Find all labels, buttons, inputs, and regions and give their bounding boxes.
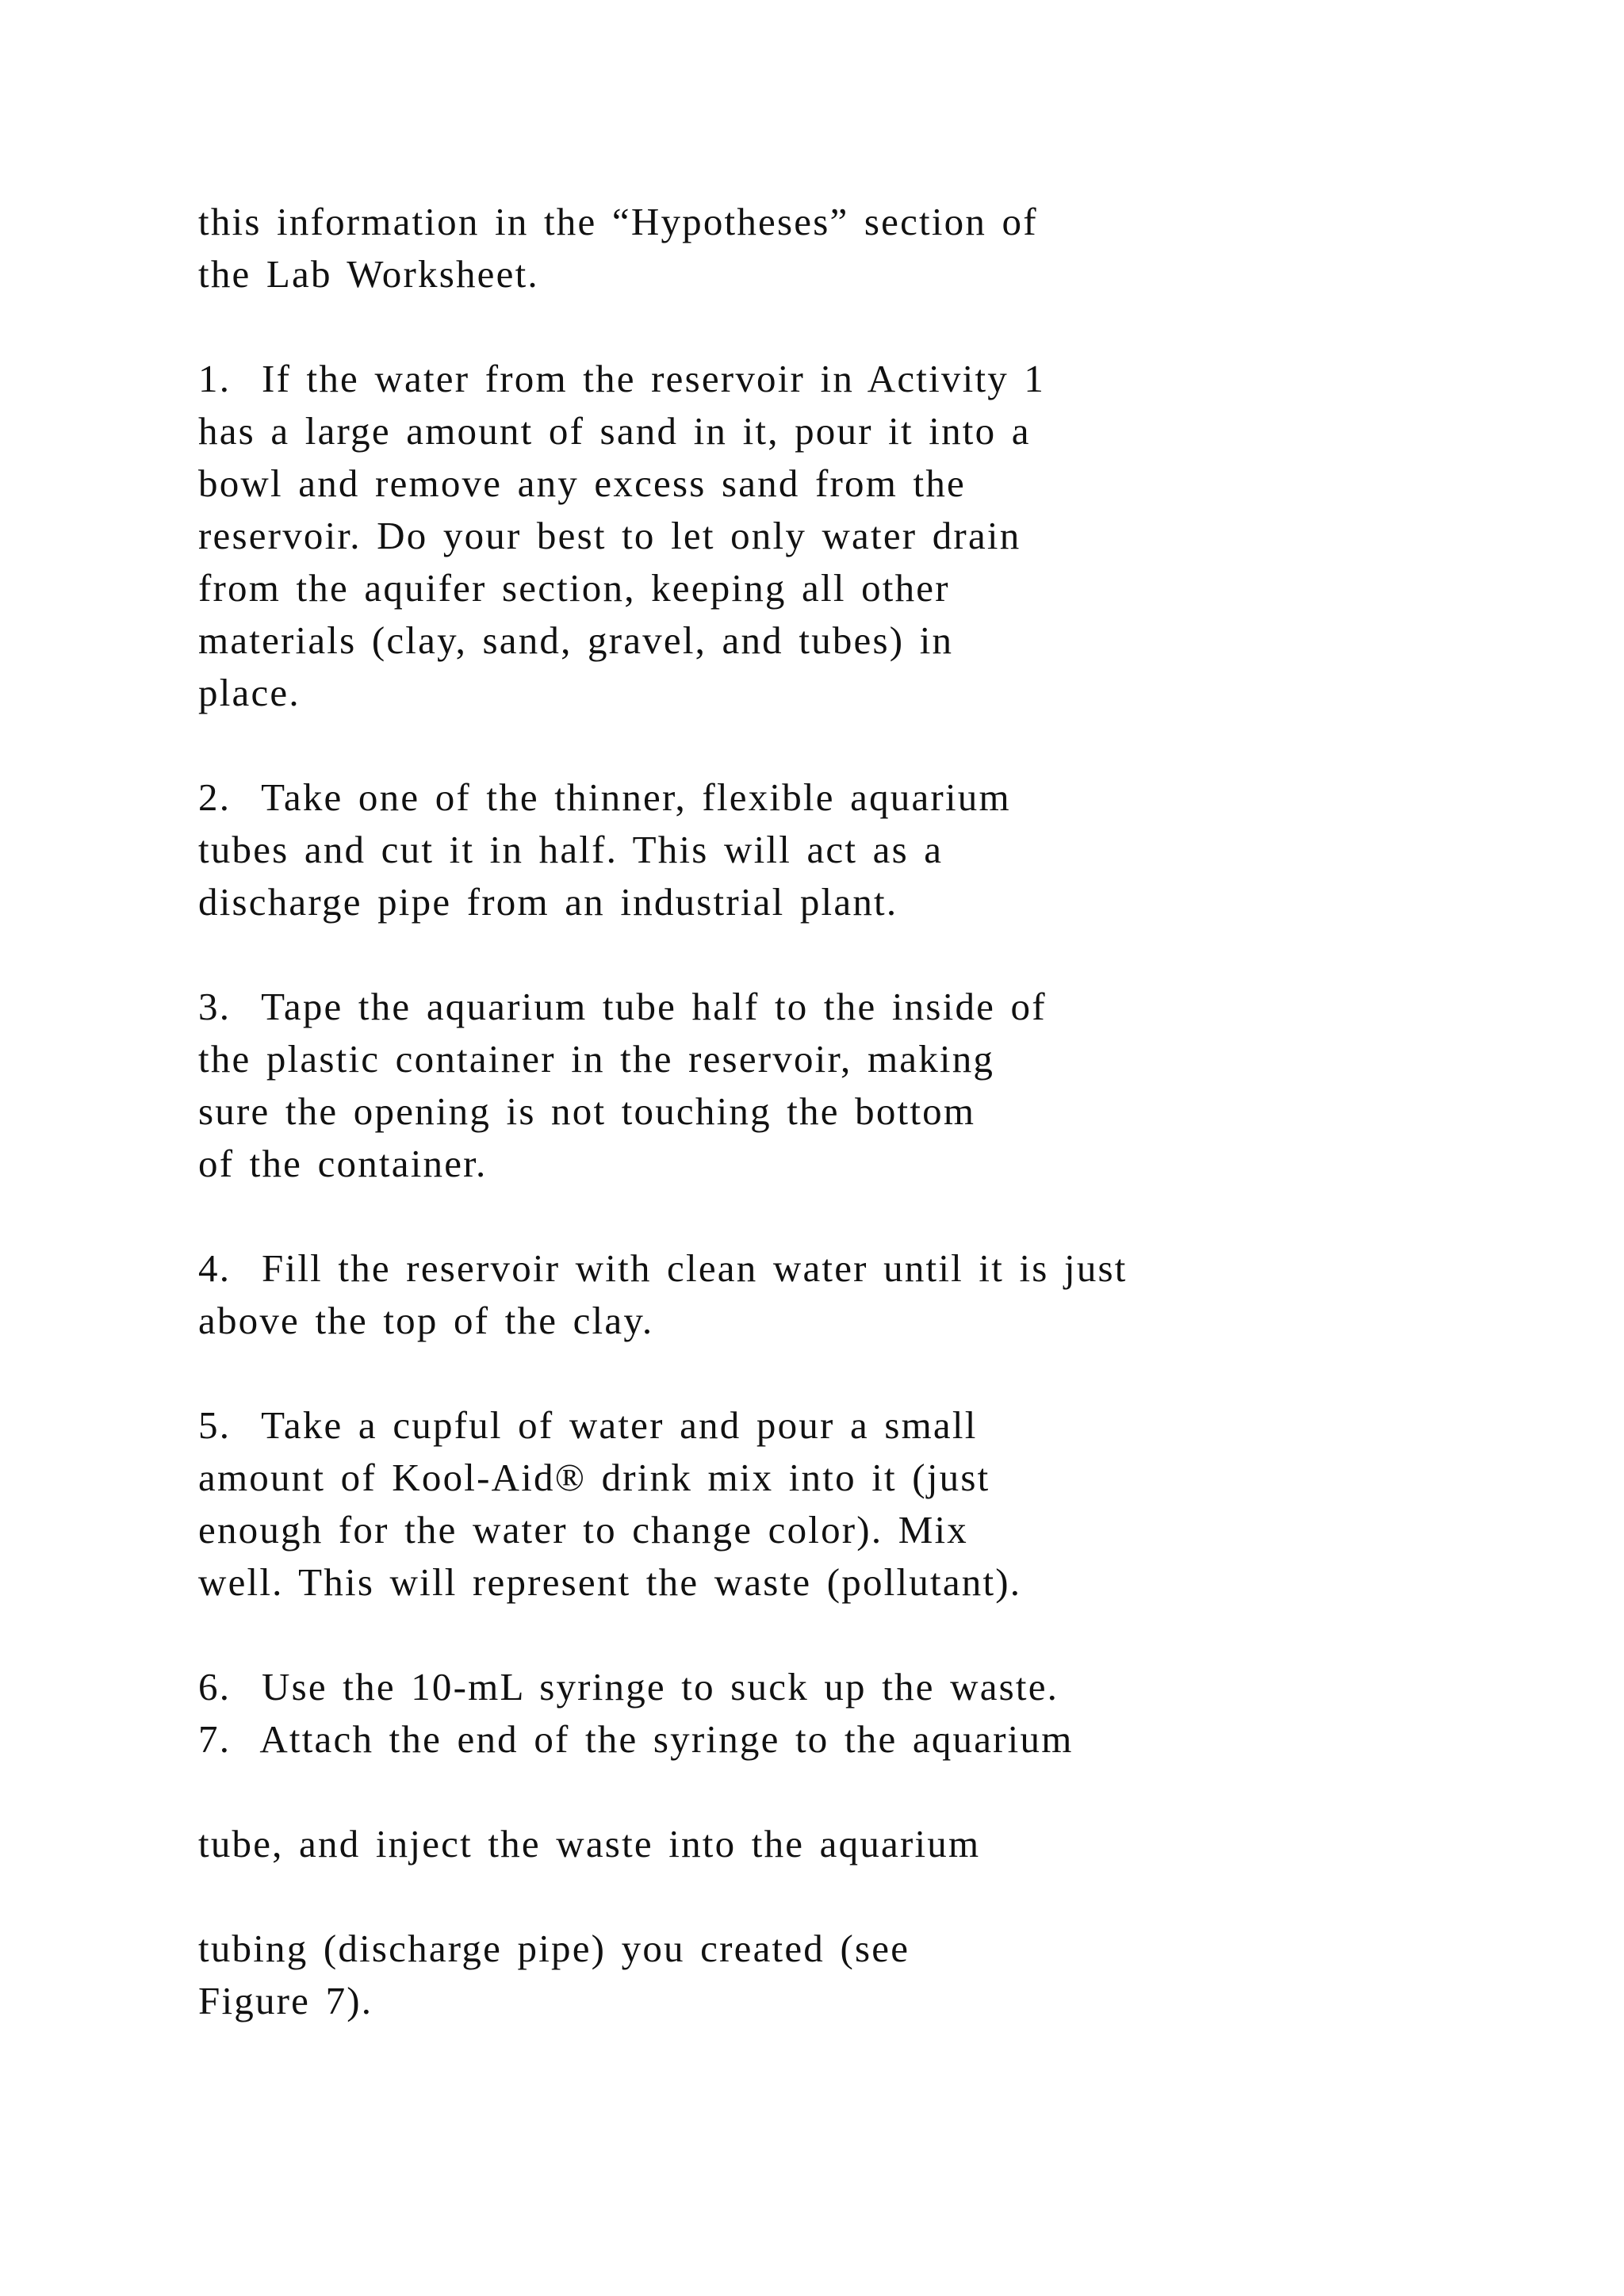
- text-line: Figure 7).: [198, 1979, 373, 2022]
- text-line: has a large amount of sand in it, pour it into a: [198, 409, 1031, 453]
- text-line: tubes and cut it in half. This will act as a: [198, 828, 944, 871]
- text-line: amount of Kool-Aid® drink mix into it (just: [198, 1456, 990, 1499]
- text-line: bowl and remove any excess sand from the: [198, 461, 966, 505]
- step-4-line: 4. Fill the reservoir with clean water until it is just: [198, 1246, 1128, 1290]
- step-5-line: 5. Take a cupful of water and pour a small: [198, 1403, 978, 1447]
- text-line: tube, and inject the waste into the aquarium: [198, 1822, 981, 1866]
- text-line: the plastic container in the reservoir, making: [198, 1037, 995, 1081]
- step-2-line: 2. Take one of the thinner, flexible aquarium: [198, 775, 1011, 819]
- text-line: this information in the “Hypotheses” section of: [198, 200, 1038, 243]
- step-3-line: 3. Tape the aquarium tube half to the inside of: [198, 985, 1047, 1028]
- step-6-line: 6. Use the 10-mL syringe to suck up the waste.: [198, 1665, 1059, 1709]
- text-line: reservoir. Do your best to let only water drain: [198, 514, 1021, 557]
- step-1-line: 1. If the water from the reservoir in Activity 1: [198, 357, 1046, 400]
- text-line: from the aquifer section, keeping all other: [198, 566, 950, 610]
- text-line: sure the opening is not touching the bottom: [198, 1089, 976, 1133]
- text-line: of the container.: [198, 1142, 488, 1185]
- text-line: enough for the water to change color). Mix: [198, 1508, 968, 1552]
- text-line: the Lab Worksheet.: [198, 252, 539, 296]
- text-line: materials (clay, sand, gravel, and tubes) in: [198, 618, 954, 662]
- text-line: place.: [198, 671, 301, 714]
- text-line: above the top of the clay.: [198, 1299, 654, 1342]
- text-line: discharge pipe from an industrial plant.: [198, 880, 898, 924]
- step-7-line: 7. Attach the end of the syringe to the aquarium: [198, 1717, 1074, 1761]
- text-line: well. This will represent the waste (pollutant).: [198, 1560, 1022, 1604]
- text-line: tubing (discharge pipe) you created (see: [198, 1927, 910, 1970]
